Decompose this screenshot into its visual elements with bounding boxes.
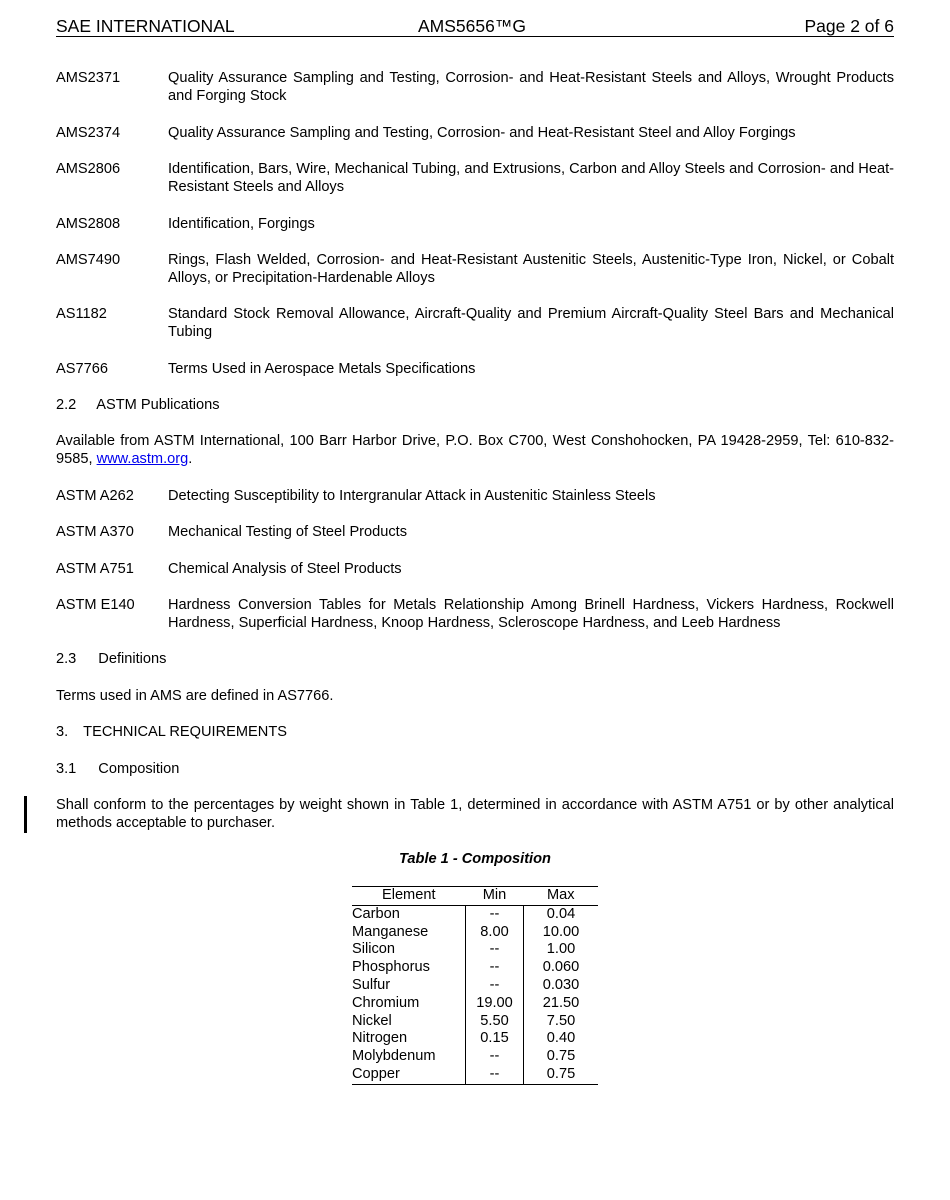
max-cell: 0.030	[524, 977, 599, 995]
section-number: 2.2	[56, 397, 77, 413]
element-cell: Manganese	[352, 923, 429, 940]
element-cell: Nitrogen	[352, 1030, 408, 1047]
max-cell: 0.75	[524, 1066, 599, 1084]
section-number: 2.3	[56, 651, 77, 667]
reference-code: AMS2374	[56, 125, 121, 141]
table-row	[352, 995, 598, 1013]
max-cell: 0.04	[524, 905, 599, 923]
min-cell: 5.50	[466, 1013, 524, 1031]
reference-code: AMS2371	[56, 70, 121, 86]
reference-code: AMS2806	[56, 161, 121, 177]
reference-entry	[56, 251, 894, 287]
max-cell: 0.75	[524, 1048, 599, 1066]
min-cell: --	[466, 905, 524, 923]
reference-code: ASTM A370	[56, 524, 134, 540]
reference-title: Quality Assurance Sampling and Testing, Corrosion- and Heat-Resistant Steels and Alloys, Wrought Products and Forging Stock	[168, 70, 894, 104]
table-row	[352, 941, 598, 959]
reference-code: AMS7490	[56, 252, 121, 268]
max-cell: 1.00	[524, 941, 599, 959]
section-title: Composition	[98, 761, 180, 777]
table-row	[352, 1066, 598, 1084]
table-row	[352, 905, 598, 923]
section-heading-3	[56, 723, 894, 741]
element-cell: Molybdenum	[352, 1048, 436, 1065]
table-row	[352, 1048, 598, 1066]
reference-entry	[56, 215, 894, 233]
reference-entry	[56, 560, 894, 578]
definitions-paragraph: Terms used in AMS are defined in AS7766.	[56, 688, 334, 704]
reference-entry	[56, 305, 894, 341]
min-cell: --	[466, 941, 524, 959]
reference-code: AS1182	[56, 306, 107, 322]
section-heading-3-1	[56, 760, 894, 778]
availability-period: .	[188, 451, 193, 467]
reference-title: Mechanical Testing of Steel Products	[168, 524, 408, 540]
astm-website-link[interactable]: www.astm.org	[96, 451, 189, 467]
header-page-number: Page 2 of 6	[804, 16, 894, 36]
max-cell: 7.50	[524, 1013, 599, 1031]
column-header-min: Min	[466, 887, 524, 906]
table-row	[352, 924, 598, 942]
reference-entry	[56, 523, 894, 541]
column-header-max: Max	[524, 887, 599, 906]
section-number: 3.	[56, 724, 69, 740]
max-cell: 0.40	[524, 1030, 599, 1048]
composition-paragraph: Shall conform to the percentages by weight shown in Table 1, determined in accordance with ASTM A751 or by other analytical methods acceptable to purchaser.	[56, 797, 894, 831]
element-cell: Nickel	[352, 1012, 392, 1029]
element-cell: Sulfur	[352, 976, 391, 993]
reference-entry	[56, 69, 894, 105]
page-header	[56, 14, 894, 37]
reference-title: Identification, Bars, Wire, Mechanical Tubing, and Extrusions, Carbon and Alloy Steels and Corrosion- and Heat-Resistant Steels and Alloys	[168, 161, 894, 195]
reference-title: Standard Stock Removal Allowance, Aircraft-Quality and Premium Aircraft-Quality Steel Bars and Mechanical Tubing	[168, 306, 894, 340]
min-cell: --	[466, 1048, 524, 1066]
section-heading-2-2	[56, 396, 894, 414]
reference-code: ASTM E140	[56, 597, 135, 613]
table-caption: Table 1 - Composition	[399, 851, 551, 867]
astm-availability-paragraph	[56, 432, 894, 468]
reference-entry	[56, 124, 894, 142]
section-title: TECHNICAL REQUIREMENTS	[83, 724, 287, 740]
reference-code: ASTM A751	[56, 561, 134, 577]
min-cell: 0.15	[466, 1030, 524, 1048]
max-cell: 0.060	[524, 959, 599, 977]
header-org: SAE INTERNATIONAL	[56, 16, 235, 36]
header-doc-id: AMS5656™G	[418, 16, 526, 36]
element-cell: Carbon	[352, 905, 400, 922]
min-cell: --	[466, 1066, 524, 1084]
availability-text: Available from ASTM International, 100 Barr Harbor Drive, P.O. Box C700, West Conshohocken, PA 19428-2959, Tel: 610-832-9585,	[56, 433, 894, 467]
reference-title: Hardness Conversion Tables for Metals Relationship Among Brinell Hardness, Vickers Hardness, Rockwell Hardness, Superficial Hardness, Knoop Hardness, Scleroscope Hardness, and Leeb Hardness	[168, 597, 894, 631]
element-cell: Chromium	[352, 994, 420, 1011]
table-row	[352, 1013, 598, 1031]
min-cell: --	[466, 959, 524, 977]
column-header-element: Element	[352, 887, 466, 906]
reference-title: Quality Assurance Sampling and Testing, Corrosion- and Heat-Resistant Steel and Alloy Forgings	[168, 125, 796, 141]
reference-entry	[56, 160, 894, 196]
composition-table	[352, 886, 598, 1085]
element-cell: Copper	[352, 1066, 466, 1084]
max-cell: 10.00	[524, 924, 599, 942]
section-heading-2-3	[56, 650, 894, 668]
reference-title: Chemical Analysis of Steel Products	[168, 561, 402, 577]
section-title: Definitions	[98, 651, 167, 667]
table-row	[352, 977, 598, 995]
min-cell: 19.00	[466, 995, 524, 1013]
reference-entry	[56, 596, 894, 632]
section-number: 3.1	[56, 761, 77, 777]
reference-code: AS7766	[56, 361, 108, 377]
reference-title: Detecting Susceptibility to Intergranular Attack in Austenitic Stainless Steels	[168, 488, 656, 504]
reference-entry	[56, 360, 894, 378]
reference-title: Identification, Forgings	[168, 216, 315, 232]
min-cell: --	[466, 977, 524, 995]
section-title: ASTM Publications	[96, 397, 220, 413]
revision-change-bar	[24, 796, 27, 833]
reference-title: Terms Used in Aerospace Metals Specifications	[168, 361, 476, 377]
reference-code: AMS2808	[56, 216, 121, 232]
element-cell: Phosphorus	[352, 959, 430, 976]
reference-code: ASTM A262	[56, 488, 134, 504]
min-cell: 8.00	[466, 924, 524, 942]
element-cell: Silicon	[352, 941, 395, 958]
table-header-row	[352, 887, 598, 906]
table-row	[352, 1030, 598, 1048]
table-row	[352, 959, 598, 977]
max-cell: 21.50	[524, 995, 599, 1013]
reference-entry	[56, 487, 894, 505]
reference-title: Rings, Flash Welded, Corrosion- and Heat-Resistant Austenitic Steels, Austenitic-Type Iron, Nickel, or Cobalt Alloys, or Precipitation-Hardenable Alloys	[168, 252, 894, 286]
